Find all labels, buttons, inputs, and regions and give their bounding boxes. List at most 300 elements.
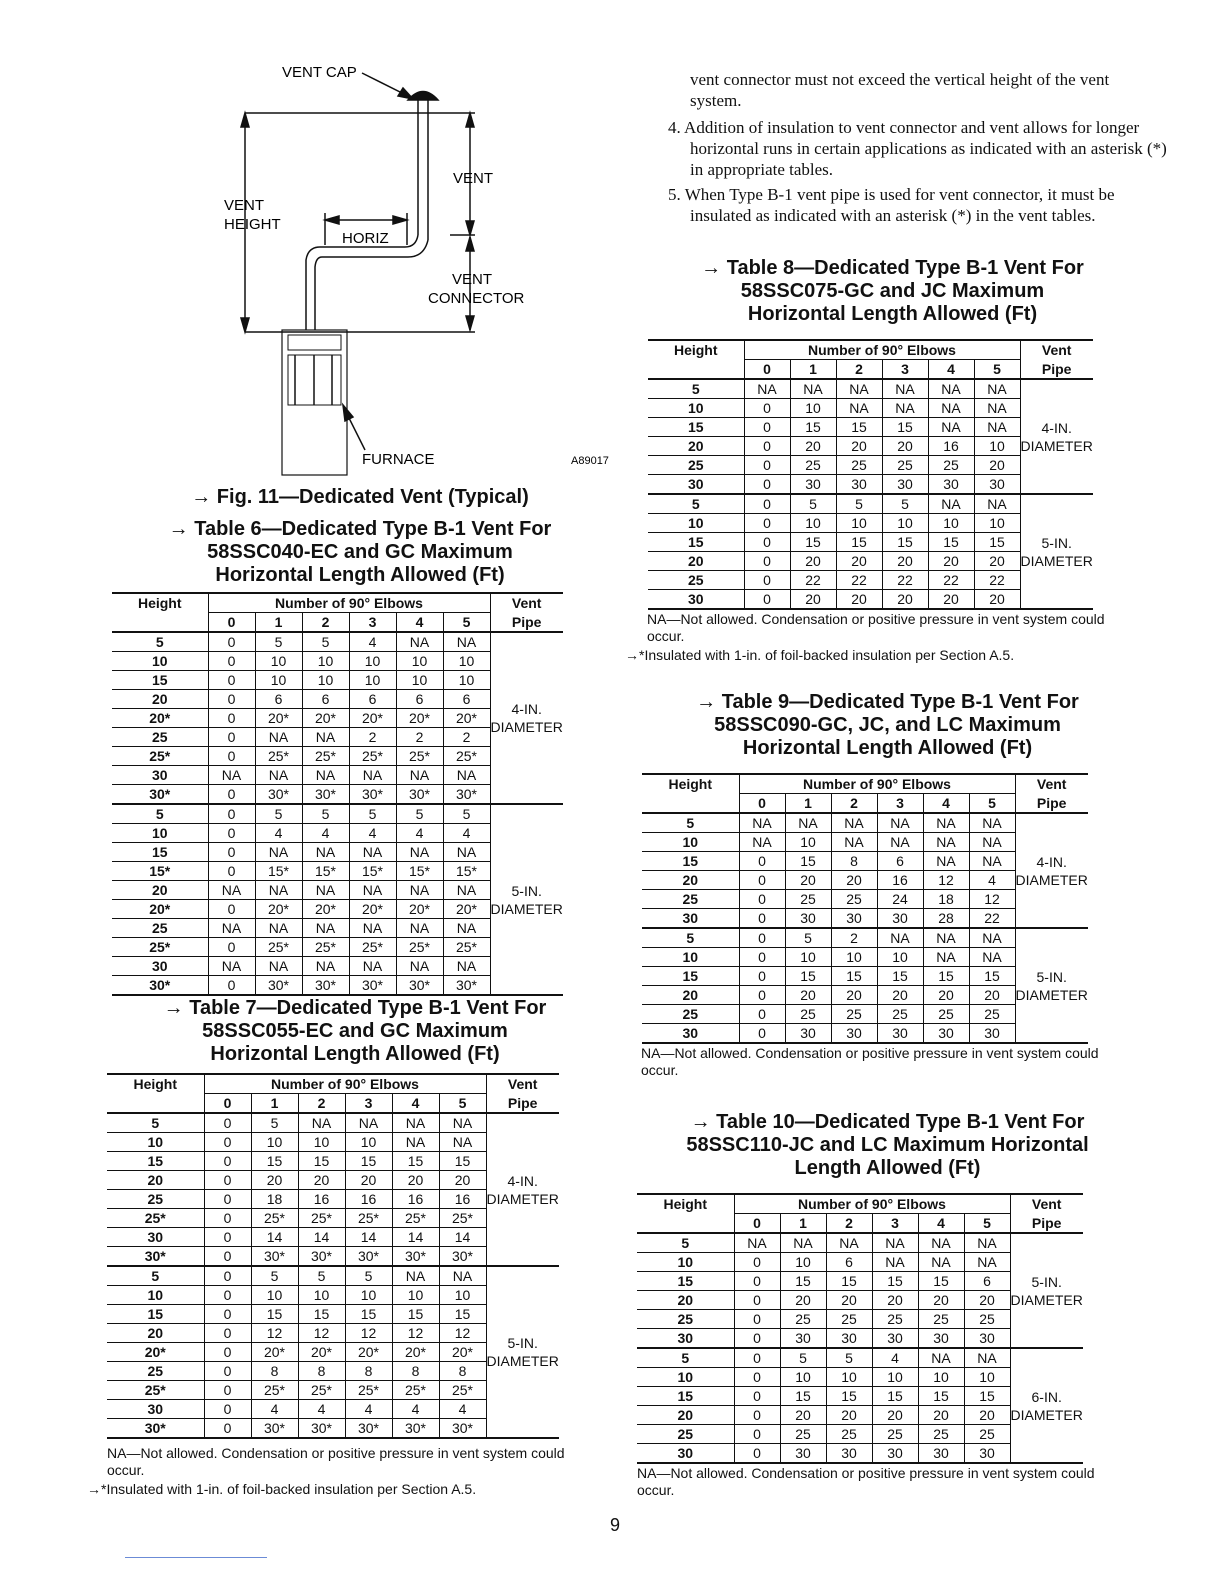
cell-value: 20: [836, 437, 882, 456]
cell-value: NA: [831, 813, 877, 833]
cell-value: 0: [734, 1310, 780, 1329]
cell-value: 15: [345, 1305, 392, 1324]
cell-value: 0: [204, 1133, 251, 1152]
row-height: 25: [637, 1425, 734, 1444]
cell-value: 25*: [302, 747, 349, 766]
cell-value: 25*: [439, 1381, 486, 1400]
elbow-count-header: 3: [872, 1214, 918, 1234]
pipe-diameter: 5-IN. DIAMETER: [1010, 1233, 1083, 1348]
row-height: 15: [112, 671, 208, 690]
cell-value: 30*: [251, 1247, 298, 1267]
vent-label: VENT: [453, 170, 494, 187]
cell-value: NA: [872, 1253, 918, 1272]
elbows-header: Number of 90° Elbows: [204, 1074, 486, 1094]
table10-na-note: NA—Not allowed. Condensation or positive pressure in vent system could occur.: [637, 1465, 1095, 1498]
cell-value: NA: [396, 766, 443, 785]
cell-value: 8: [251, 1362, 298, 1381]
cell-value: NA: [831, 833, 877, 852]
row-height: 30*: [112, 976, 208, 996]
table-row: [107, 1113, 559, 1133]
cell-value: 0: [739, 967, 785, 986]
cell-value: 25*: [443, 747, 490, 766]
row-height: 30: [648, 475, 744, 495]
cell-value: NA: [349, 919, 396, 938]
cell-value: NA: [969, 833, 1015, 852]
cell-value: 30*: [302, 976, 349, 996]
cell-value: 10: [918, 1368, 964, 1387]
elbow-count-header: 4: [392, 1094, 439, 1114]
table7-insulation-note: →*Insulated with 1-in. of foil-backed insulation per Section A.5.: [87, 1481, 477, 1497]
cell-value: 20*: [349, 900, 396, 919]
cell-value: NA: [439, 1133, 486, 1152]
cell-value: 8: [345, 1362, 392, 1381]
cell-value: NA: [964, 1348, 1010, 1368]
row-height: 20*: [112, 900, 208, 919]
cell-value: 28: [923, 909, 969, 929]
cell-value: 10: [826, 1368, 872, 1387]
cell-value: 15: [836, 418, 882, 437]
table-row: [648, 494, 1093, 514]
cell-value: 30: [882, 475, 928, 495]
page-number: 9: [610, 1515, 621, 1535]
cell-value: 0: [734, 1368, 780, 1387]
cell-value: 0: [208, 900, 255, 919]
row-height: 10: [648, 514, 744, 533]
cell-value: NA: [396, 843, 443, 862]
cell-value: 30: [969, 1024, 1015, 1044]
cell-value: 16: [877, 871, 923, 890]
cell-value: 14: [439, 1228, 486, 1247]
row-height: 25: [112, 728, 208, 747]
pipe-header: Pipe: [490, 613, 563, 633]
cell-value: 0: [739, 928, 785, 948]
cell-value: 18: [251, 1190, 298, 1209]
cell-value: NA: [255, 728, 302, 747]
cell-value: 30: [831, 909, 877, 929]
elbows-header: Number of 90° Elbows: [744, 340, 1020, 360]
cell-value: 20: [882, 552, 928, 571]
cell-value: NA: [739, 833, 785, 852]
height-header: Height: [637, 1194, 734, 1233]
cell-value: 5: [790, 494, 836, 514]
row-height: 5: [112, 632, 208, 652]
vent-header: Vent: [486, 1074, 559, 1094]
cell-value: NA: [208, 957, 255, 976]
cell-value: 6: [826, 1253, 872, 1272]
row-height: 30: [642, 909, 739, 929]
row-height: 20: [107, 1171, 204, 1190]
cell-value: NA: [443, 843, 490, 862]
cell-value: NA: [255, 957, 302, 976]
cell-value: 22: [790, 571, 836, 590]
cell-value: 25: [785, 1005, 831, 1024]
elbow-count-header: 4: [923, 794, 969, 814]
figure-code: A89017: [571, 455, 609, 467]
vent-header: Vent: [1015, 774, 1088, 794]
table6-title-line3: Horizontal Length Allowed (Ft): [215, 564, 505, 586]
cell-value: NA: [974, 418, 1020, 437]
figure-caption: → Fig. 11—Dedicated Vent (Typical): [191, 486, 529, 508]
cell-value: 0: [208, 785, 255, 805]
vent-height-label-2: HEIGHT: [224, 216, 281, 233]
cell-value: 25*: [298, 1209, 345, 1228]
cell-value: 4: [298, 1400, 345, 1419]
cell-value: 0: [204, 1190, 251, 1209]
table-row: [112, 632, 563, 652]
cell-value: 20: [872, 1291, 918, 1310]
continued-text: vent connector must not exceed the vertical height of the vent system.: [690, 70, 1110, 110]
cell-value: 4: [392, 1400, 439, 1419]
cell-value: 20*: [255, 709, 302, 728]
cell-value: 10: [251, 1286, 298, 1305]
cell-value: 20*: [349, 709, 396, 728]
cell-value: 25: [872, 1425, 918, 1444]
cell-value: 15: [826, 1272, 872, 1291]
cell-value: NA: [923, 928, 969, 948]
row-height: 10: [637, 1253, 734, 1272]
cell-value: NA: [836, 379, 882, 399]
pipe-diameter: 5-IN. DIAMETER: [1015, 928, 1088, 1043]
cell-value: 25*: [349, 938, 396, 957]
pipe-header: Pipe: [1020, 360, 1093, 380]
cell-value: 0: [744, 437, 790, 456]
cell-value: 8: [439, 1362, 486, 1381]
row-height: 20: [642, 986, 739, 1005]
cell-value: 10: [780, 1253, 826, 1272]
cell-value: 20*: [251, 1343, 298, 1362]
pipe-diameter: 5-IN. DIAMETER: [1020, 494, 1093, 609]
cell-value: 30*: [349, 785, 396, 805]
cell-value: 25*: [392, 1209, 439, 1228]
cell-value: 10: [302, 652, 349, 671]
cell-value: NA: [443, 919, 490, 938]
cell-value: 30: [964, 1444, 1010, 1464]
cell-value: 5: [780, 1348, 826, 1368]
cell-value: 20: [826, 1291, 872, 1310]
cell-value: 5: [255, 632, 302, 652]
cell-value: 4: [969, 871, 1015, 890]
cell-value: 20: [831, 871, 877, 890]
row-height: 15: [107, 1305, 204, 1324]
cell-value: 10: [251, 1133, 298, 1152]
cell-value: NA: [964, 1253, 1010, 1272]
table-row: [107, 1266, 559, 1286]
cell-value: 0: [204, 1286, 251, 1305]
cell-value: NA: [349, 881, 396, 900]
cell-value: NA: [928, 399, 974, 418]
row-height: 30: [112, 766, 208, 785]
cell-value: 6: [349, 690, 396, 709]
cell-value: 15: [918, 1272, 964, 1291]
elbow-count-header: 1: [785, 794, 831, 814]
height-header: Height: [112, 593, 208, 632]
cell-value: 20*: [396, 900, 443, 919]
row-height: 25*: [112, 747, 208, 766]
row-height: 25: [107, 1362, 204, 1381]
cell-value: 0: [208, 824, 255, 843]
cell-value: NA: [882, 399, 928, 418]
cell-value: 10: [872, 1368, 918, 1387]
cell-value: 0: [734, 1406, 780, 1425]
table-row: [642, 928, 1088, 948]
vent-header: Vent: [1020, 340, 1093, 360]
cell-value: 30: [836, 475, 882, 495]
cell-value: NA: [443, 957, 490, 976]
cell-value: 5: [345, 1266, 392, 1286]
cell-value: 20: [780, 1291, 826, 1310]
elbow-count-header: 5: [443, 613, 490, 633]
cell-value: NA: [439, 1266, 486, 1286]
row-height: 15: [112, 843, 208, 862]
row-height: 25: [648, 456, 744, 475]
cell-value: 20*: [392, 1343, 439, 1362]
cell-value: 5: [302, 804, 349, 824]
cell-value: 10: [298, 1286, 345, 1305]
cell-value: 20: [923, 986, 969, 1005]
cell-value: NA: [349, 957, 396, 976]
cell-value: NA: [928, 379, 974, 399]
table7-title-line2: 58SSC055-EC and GC Maximum: [202, 1020, 508, 1042]
cell-value: 20*: [443, 709, 490, 728]
cell-value: 4: [345, 1400, 392, 1419]
row-height: 20*: [112, 709, 208, 728]
cell-value: 20: [882, 437, 928, 456]
cell-value: 30*: [392, 1419, 439, 1439]
cell-value: NA: [208, 881, 255, 900]
vent-cap-label: VENT CAP: [282, 64, 357, 81]
table8: [648, 339, 1093, 610]
pipe-header: Pipe: [1010, 1214, 1083, 1234]
cell-value: NA: [918, 1348, 964, 1368]
cell-value: NA: [208, 919, 255, 938]
row-height: 5: [648, 379, 744, 399]
cell-value: NA: [923, 948, 969, 967]
cell-value: 30*: [255, 785, 302, 805]
row-height: 10: [112, 652, 208, 671]
cell-value: 20: [251, 1171, 298, 1190]
cell-value: 4: [439, 1400, 486, 1419]
cell-value: NA: [392, 1113, 439, 1133]
cell-value: 0: [208, 938, 255, 957]
cell-value: 16: [439, 1190, 486, 1209]
cell-value: 30: [872, 1329, 918, 1349]
cell-value: NA: [969, 948, 1015, 967]
cell-value: NA: [396, 632, 443, 652]
row-height: 20*: [107, 1343, 204, 1362]
cell-value: 25*: [302, 938, 349, 957]
vent-table-2: [648, 339, 1093, 610]
table10-title-line2: 58SSC110-JC and LC Maximum Horizontal: [686, 1134, 1089, 1156]
cell-value: 5: [826, 1348, 872, 1368]
cell-value: 30: [785, 909, 831, 929]
cell-value: 0: [208, 747, 255, 766]
row-height: 20: [637, 1406, 734, 1425]
cell-value: 10: [928, 514, 974, 533]
cell-value: 15: [790, 418, 836, 437]
cell-value: 10: [877, 948, 923, 967]
elbow-count-header: 3: [877, 794, 923, 814]
cell-value: 30: [826, 1444, 872, 1464]
row-height: 20: [112, 690, 208, 709]
cell-value: NA: [826, 1233, 872, 1253]
cell-value: 6: [396, 690, 443, 709]
cell-value: 0: [208, 728, 255, 747]
vent-table-0: [112, 592, 563, 996]
row-height: 20: [648, 552, 744, 571]
elbow-count-header: 1: [790, 360, 836, 380]
cell-value: NA: [302, 728, 349, 747]
cell-value: 15: [836, 533, 882, 552]
cell-value: NA: [443, 766, 490, 785]
cell-value: 15: [251, 1305, 298, 1324]
cell-value: 30: [780, 1329, 826, 1349]
cell-value: 6: [255, 690, 302, 709]
vent-header: Vent: [1010, 1194, 1083, 1214]
table9-title-line2: 58SSC090-GC, JC, and LC Maximum: [714, 714, 1061, 736]
cell-value: 0: [744, 418, 790, 437]
cell-value: 30*: [345, 1419, 392, 1439]
cell-value: 5: [302, 632, 349, 652]
elbow-count-header: 2: [831, 794, 877, 814]
row-height: 10: [107, 1286, 204, 1305]
cell-value: 2: [396, 728, 443, 747]
cell-value: 15: [790, 533, 836, 552]
cell-value: 16: [298, 1190, 345, 1209]
row-height: 10: [107, 1133, 204, 1152]
elbow-count-header: 2: [826, 1214, 872, 1234]
cell-value: NA: [744, 379, 790, 399]
cell-value: 0: [744, 475, 790, 495]
cell-value: 12: [439, 1324, 486, 1343]
cell-value: 10: [439, 1286, 486, 1305]
cell-value: NA: [396, 957, 443, 976]
cell-value: 15: [780, 1272, 826, 1291]
cell-value: 25: [831, 890, 877, 909]
cell-value: 10: [785, 833, 831, 852]
cell-value: 20: [974, 590, 1020, 610]
table-row: [648, 379, 1093, 399]
cell-value: 10: [302, 671, 349, 690]
pipe-header: Pipe: [486, 1094, 559, 1114]
cell-value: 25*: [392, 1381, 439, 1400]
cell-value: 0: [204, 1362, 251, 1381]
pipe-diameter: 4-IN. DIAMETER: [486, 1113, 559, 1266]
cell-value: 0: [739, 909, 785, 929]
cell-value: 0: [734, 1329, 780, 1349]
cell-value: NA: [969, 852, 1015, 871]
cell-value: 12: [392, 1324, 439, 1343]
cell-value: 10: [345, 1133, 392, 1152]
table8-title-line2: 58SSC075-GC and JC Maximum: [740, 280, 1045, 302]
list-item-4: 4. Addition of insulation to vent connector and vent allows for longer horizontal runs in certain applications as indicated with an asterisk (*) in appropriate tables.: [668, 118, 1167, 179]
cell-value: 4: [443, 824, 490, 843]
table8-na-note: NA—Not allowed. Condensation or positive pressure in vent system could occur.: [647, 611, 1105, 644]
cell-value: 20: [831, 986, 877, 1005]
row-height: 25: [637, 1310, 734, 1329]
cell-value: 30: [923, 1024, 969, 1044]
cell-value: 12: [251, 1324, 298, 1343]
cell-value: 20: [836, 552, 882, 571]
cell-value: 0: [734, 1291, 780, 1310]
elbow-count-header: 0: [744, 360, 790, 380]
row-height: 5: [112, 804, 208, 824]
cell-value: 10: [964, 1368, 1010, 1387]
cell-value: 10: [345, 1286, 392, 1305]
cell-value: 20: [964, 1291, 1010, 1310]
cell-value: 16: [392, 1190, 439, 1209]
cell-value: 8: [298, 1362, 345, 1381]
cell-value: 30: [877, 1024, 923, 1044]
elbow-count-header: 5: [969, 794, 1015, 814]
row-height: 10: [648, 399, 744, 418]
cell-value: NA: [734, 1233, 780, 1253]
cell-value: 14: [345, 1228, 392, 1247]
cell-value: 10: [255, 652, 302, 671]
cell-value: 20: [928, 552, 974, 571]
cell-value: 20: [790, 552, 836, 571]
cell-value: 30*: [439, 1247, 486, 1267]
cell-value: 25*: [345, 1209, 392, 1228]
cell-value: 18: [923, 890, 969, 909]
cell-value: 15*: [255, 862, 302, 881]
cell-value: NA: [392, 1133, 439, 1152]
cell-value: 2: [831, 928, 877, 948]
elbow-count-header: 3: [349, 613, 396, 633]
cell-value: NA: [877, 813, 923, 833]
cell-value: 5: [298, 1266, 345, 1286]
cell-value: 25: [969, 1005, 1015, 1024]
row-height: 5: [642, 813, 739, 833]
cell-value: NA: [298, 1113, 345, 1133]
cell-value: 0: [204, 1305, 251, 1324]
horiz-label: HORIZ: [342, 230, 389, 247]
cell-value: NA: [255, 919, 302, 938]
cell-value: 0: [204, 1400, 251, 1419]
cell-value: 25: [831, 1005, 877, 1024]
cell-value: 0: [204, 1247, 251, 1267]
elbow-count-header: 1: [251, 1094, 298, 1114]
cell-value: NA: [974, 379, 1020, 399]
cell-value: 15: [928, 533, 974, 552]
cell-value: 30: [872, 1444, 918, 1464]
cell-value: 4: [396, 824, 443, 843]
cell-value: 15*: [349, 862, 396, 881]
row-height: 20: [642, 871, 739, 890]
cell-value: 0: [744, 533, 790, 552]
cell-value: 25: [790, 456, 836, 475]
cell-value: 30: [790, 475, 836, 495]
cell-value: 25: [928, 456, 974, 475]
cell-value: 30*: [392, 1247, 439, 1267]
cell-value: 30: [780, 1444, 826, 1464]
cell-value: 20: [780, 1406, 826, 1425]
row-height: 30*: [107, 1419, 204, 1439]
cell-value: NA: [969, 928, 1015, 948]
cell-value: 30*: [396, 785, 443, 805]
row-height: 5: [637, 1233, 734, 1253]
cell-value: 0: [204, 1152, 251, 1171]
cell-value: NA: [255, 843, 302, 862]
cell-value: 10: [349, 652, 396, 671]
cell-value: 10: [836, 514, 882, 533]
cell-value: 0: [204, 1343, 251, 1362]
cell-value: 25*: [439, 1209, 486, 1228]
cell-value: 20: [877, 986, 923, 1005]
vent-table-1: [107, 1073, 559, 1439]
row-height: 30*: [107, 1247, 204, 1267]
cell-value: 5: [349, 804, 396, 824]
cell-value: 20*: [302, 709, 349, 728]
